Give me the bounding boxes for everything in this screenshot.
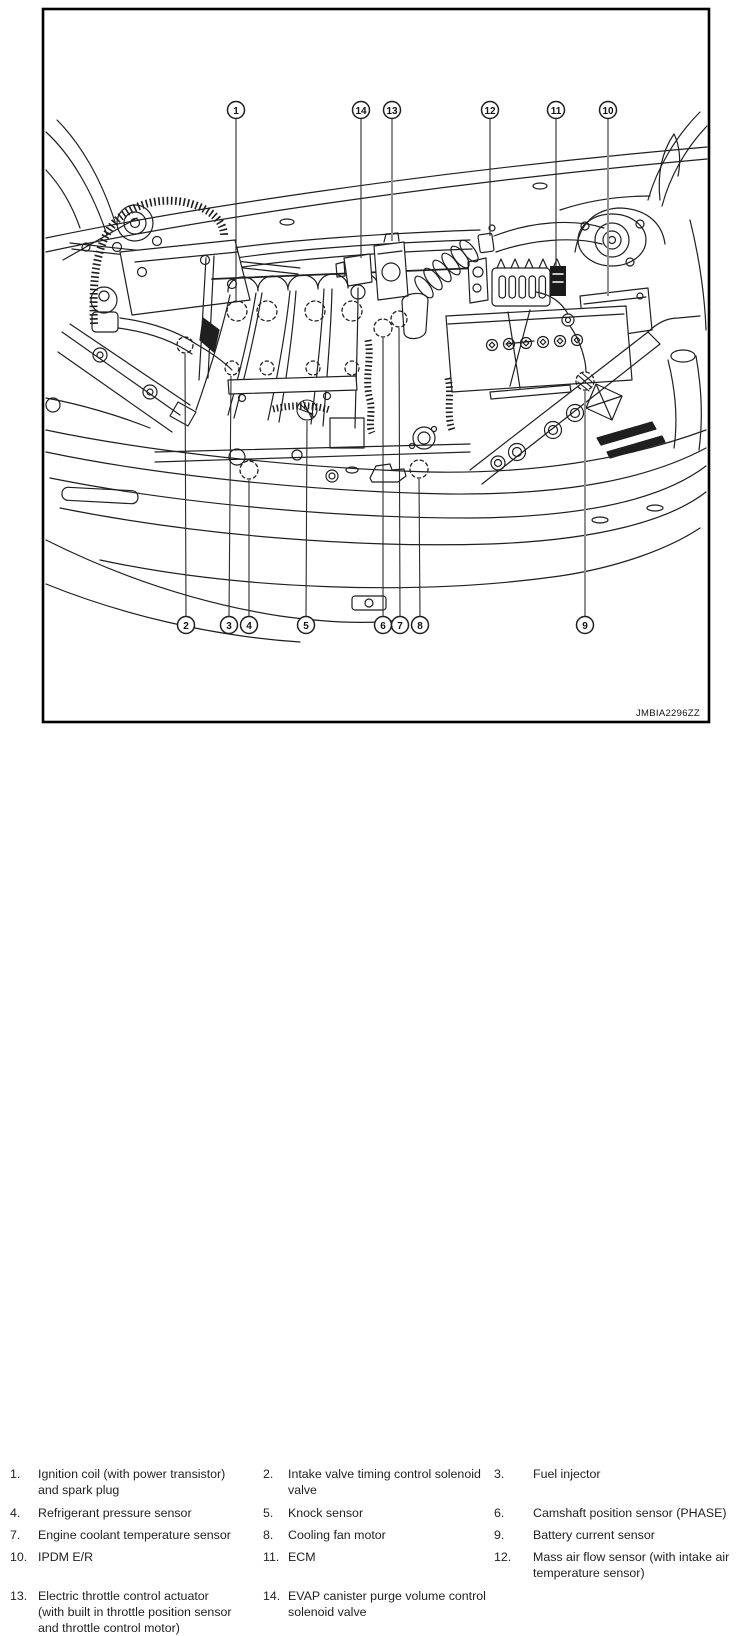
legend-item-text-line: and throttle control motor) [38, 1621, 180, 1635]
legend-item-text-line: Battery current sensor [533, 1528, 655, 1542]
legend-item-text-line: Engine coolant temperature sensor [38, 1528, 231, 1542]
figure-watermark: JMBIA2296ZZ [635, 708, 700, 719]
legend-item-text [288, 1466, 503, 1498]
callout-number: 11 [550, 105, 562, 117]
legend-item-text-line: temperature sensor) [533, 1566, 645, 1580]
callout-number: 1 [233, 105, 239, 117]
legend-item-number: 9. [494, 1528, 505, 1542]
callout-number: 3 [226, 620, 232, 632]
legend-item-text [38, 1466, 258, 1498]
legend-item-text [288, 1527, 503, 1543]
legend-item-text-line: EVAP canister purge volume control [288, 1589, 486, 1603]
legend-item-text-line: Refrigerant pressure sensor [38, 1506, 192, 1520]
legend-item-number: 8. [263, 1528, 274, 1542]
legend-item-text [38, 1527, 258, 1543]
callout-number: 8 [417, 620, 423, 632]
legend-item-number: 1. [10, 1467, 21, 1481]
callout-number: 14 [355, 105, 367, 117]
legend-item-text [38, 1588, 258, 1636]
legend-item-number: 12. [494, 1550, 512, 1564]
engine-compartment-figure [0, 0, 748, 730]
legend-item-number: 5. [263, 1506, 274, 1520]
legend-item-text [38, 1549, 258, 1565]
legend-item-text-line: valve [288, 1483, 317, 1497]
legend-item-number: 2. [263, 1467, 274, 1481]
legend-item-text [533, 1549, 745, 1581]
legend-item-text-line: Mass air flow sensor (with intake air [533, 1550, 730, 1564]
callout-number: 12 [484, 105, 496, 117]
legend-item-text [533, 1505, 745, 1521]
legend-item-number: 4. [10, 1506, 21, 1520]
legend-item-number: 11. [263, 1550, 280, 1564]
callout-number: 4 [246, 620, 252, 632]
legend-item-text [533, 1466, 745, 1482]
legend-item-text-line: Cooling fan motor [288, 1528, 386, 1542]
callout-number: 6 [380, 620, 386, 632]
callout-number: 13 [386, 105, 398, 117]
legend-item-text-line: Intake valve timing control solenoid [288, 1467, 481, 1481]
callout-number: 10 [602, 105, 614, 117]
callout-number: 5 [303, 620, 309, 632]
legend-item-text-line: ECM [288, 1550, 316, 1564]
callout-number: 9 [582, 620, 588, 632]
legend-item-text [288, 1549, 503, 1565]
legend-item-text-line: solenoid valve [288, 1605, 367, 1619]
engine-bay-diagram [0, 0, 748, 730]
legend-item-text-line: Ignition coil (with power transistor) [38, 1467, 226, 1481]
legend-item-text [38, 1505, 258, 1521]
legend-item-number: 14. [263, 1589, 281, 1603]
callout-number: 2 [183, 620, 189, 632]
legend-item-text [288, 1588, 503, 1620]
parts-legend [0, 730, 748, 1635]
legend-item-number: 10. [10, 1550, 28, 1564]
callout-number: 7 [397, 620, 403, 632]
legend-item-text-line: and spark plug [38, 1483, 120, 1497]
legend-item-number: 7. [10, 1528, 21, 1542]
legend-item-number: 6. [494, 1506, 505, 1520]
legend-item-text [533, 1527, 745, 1543]
legend-item-text-line: Electric throttle control actuator [38, 1589, 209, 1603]
legend-item-text-line: IPDM E/R [38, 1550, 94, 1564]
legend-item-text-line: Fuel injector [533, 1467, 601, 1481]
legend-item-text-line: (with built in throttle position sensor [38, 1605, 232, 1619]
legend-item-text-line: Knock sensor [288, 1506, 364, 1520]
legend-item-number: 3. [494, 1467, 505, 1481]
legend-item-text [288, 1505, 503, 1521]
legend-item-number: 13. [10, 1589, 28, 1603]
legend-item-text-line: Camshaft position sensor (PHASE) [533, 1506, 727, 1520]
